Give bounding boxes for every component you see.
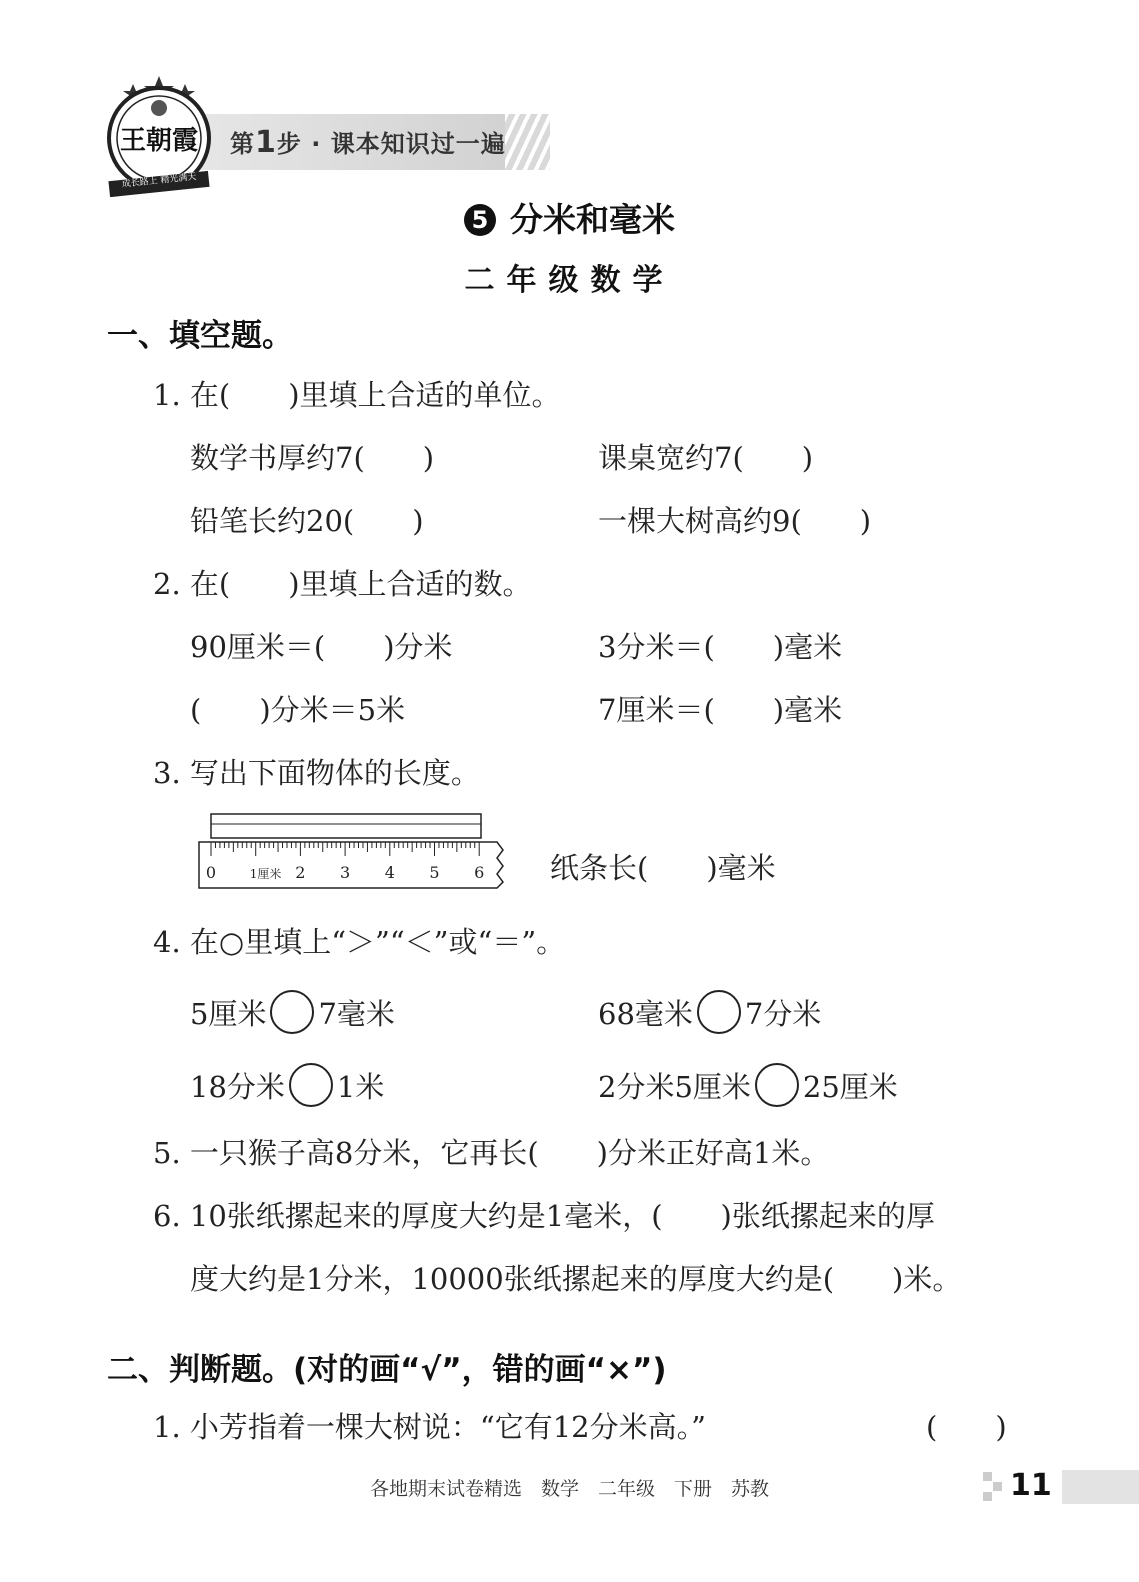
ruler-label: 2 xyxy=(295,863,306,882)
question-item: 7厘米＝( )毫米 xyxy=(598,693,843,727)
question-item: 课桌宽约7( ) xyxy=(598,441,814,475)
question-item: 数学书厚约7( ) xyxy=(190,441,435,475)
question-stem: 3. 写出下面物体的长度。 xyxy=(153,756,480,790)
step-title: 第1步 · 课本知识过一遍 xyxy=(230,125,506,160)
compare-item: 5厘米 7毫米 xyxy=(190,990,395,1034)
compare-circle[interactable] xyxy=(270,990,314,1034)
compare-item: 18分米 1米 xyxy=(190,1063,384,1107)
question-stem: 6. 10张纸摞起来的厚度大约是1毫米，( )张纸摞起来的厚 xyxy=(153,1199,935,1233)
footer-text: 各地期末试卷精选 数学 二年级 下册 苏教 xyxy=(369,1478,769,1500)
question-stem: 1. 小芳指着一棵大树说：“它有12分米高。” xyxy=(153,1410,706,1444)
ruler-label: 4 xyxy=(384,863,395,882)
question-stem: 5. 一只猴子高8分米，它再长( )分米正好高1米。 xyxy=(153,1136,830,1170)
question-item: ( )分米＝5米 xyxy=(190,693,406,727)
compare-circle[interactable] xyxy=(697,990,741,1034)
question-item: 90厘米＝( )分米 xyxy=(190,630,453,664)
question-stem: 1. 在( )里填上合适的单位。 xyxy=(153,378,561,412)
ruler-figure xyxy=(197,812,517,892)
compare-item: 68毫米 7分米 xyxy=(598,990,821,1034)
publisher-logo xyxy=(103,72,215,197)
ruler-label: 6 xyxy=(474,863,485,882)
question-stem: 2. 在( )里填上合适的数。 xyxy=(153,567,532,601)
section-heading: 一、填空题。 xyxy=(107,318,293,354)
ruler-answer: 纸条长( )毫米 xyxy=(550,851,776,885)
ruler-label: 0 xyxy=(205,863,217,882)
ruler-label: 3 xyxy=(340,863,351,882)
question-item: 一棵大树高约9( ) xyxy=(598,504,872,538)
section-heading: 二、判断题。(对的画“√”，错的画“×”) xyxy=(107,1352,667,1388)
chapter-number-badge: 5 xyxy=(464,204,496,236)
question-stem: 4. 在○里填上“＞”“＜”或“＝”。 xyxy=(153,925,566,959)
compare-item: 2分米5厘米 25厘米 xyxy=(598,1063,898,1107)
logo-name: 王朝霞 xyxy=(119,126,198,156)
ruler-label: 1厘米 xyxy=(249,867,282,881)
question-stem-continued: 度大约是1分米，10000张纸摞起来的厚度大约是( )米。 xyxy=(190,1262,962,1296)
footer-bar xyxy=(1062,1470,1139,1504)
question-item: 3分米＝( )毫米 xyxy=(598,630,843,664)
footer-decoration xyxy=(983,1472,1003,1502)
chapter-title: 5 分米和毫米 xyxy=(0,194,1139,241)
ruler-label: 5 xyxy=(429,863,440,882)
subtitle: 二年级数学 xyxy=(464,263,675,298)
compare-circle[interactable] xyxy=(289,1063,333,1107)
logo-motto: 成长路上 精光满天 xyxy=(121,172,197,190)
question-item: 铅笔长约20( ) xyxy=(190,504,424,538)
answer-blank[interactable]: ( ) xyxy=(926,1410,1007,1444)
page-number: 11 xyxy=(1010,1468,1052,1503)
compare-circle[interactable] xyxy=(755,1063,799,1107)
